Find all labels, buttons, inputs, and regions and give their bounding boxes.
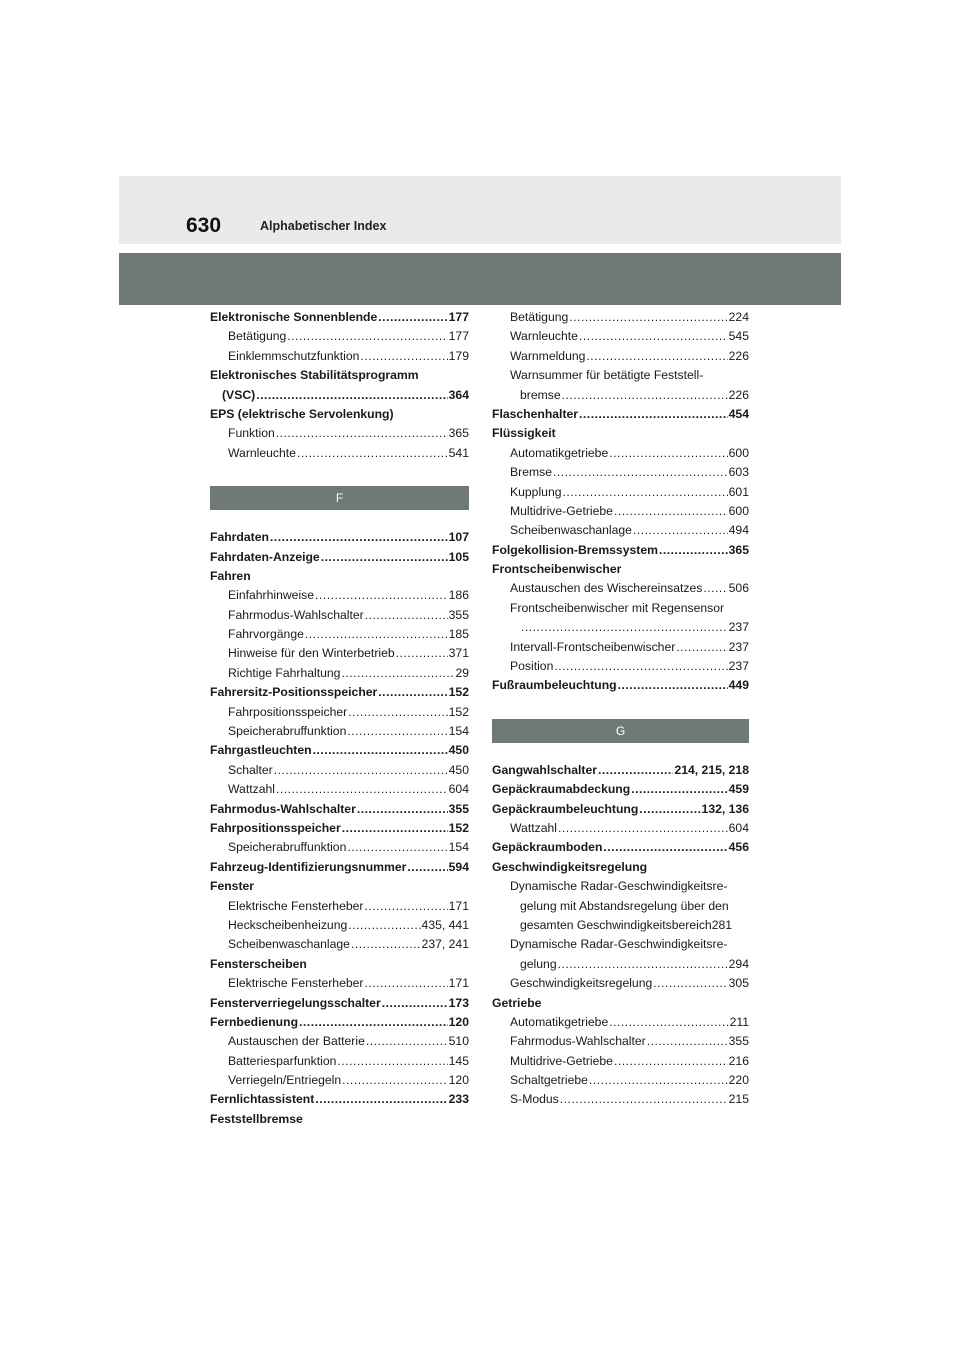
entry-label: Fahrmodus-Wahlschalter: [228, 607, 364, 622]
entry-label: Fensterscheiben: [210, 956, 307, 971]
entry-label: gelung: [520, 956, 557, 971]
page-reference[interactable]: 454: [728, 406, 749, 421]
leader-dots: [321, 548, 448, 567]
index-subentry[interactable]: [210, 761, 469, 780]
index-subentry[interactable]: [210, 1052, 469, 1071]
entry-label: Fernlichtassistent: [210, 1092, 315, 1107]
page-reference[interactable]: 364: [448, 387, 469, 402]
page-reference[interactable]: 132, 136: [701, 801, 749, 816]
index-subentry-continuation[interactable]: [492, 955, 749, 974]
entry-label: Fernbedienung: [210, 1014, 299, 1029]
leader-dots: [299, 1013, 448, 1032]
page-reference[interactable]: 355: [448, 607, 469, 622]
leader-dots: [614, 502, 728, 521]
page-reference[interactable]: 449: [728, 678, 749, 693]
index-entry-heading[interactable]: [492, 560, 749, 579]
index-entry[interactable]: [210, 994, 469, 1013]
page-reference[interactable]: 603: [728, 465, 749, 480]
leader-dots: [378, 683, 447, 702]
leader-dots: [609, 1013, 728, 1032]
leader-dots: [342, 819, 448, 838]
index-entry-heading[interactable]: [492, 994, 749, 1013]
index-entry-heading[interactable]: [210, 877, 469, 896]
entry-label: bremse: [520, 387, 561, 402]
page-reference[interactable]: 179: [448, 348, 469, 363]
leader-dots: [653, 974, 727, 993]
header-band: [119, 176, 841, 244]
leader-dots: [553, 463, 728, 482]
index-subentry[interactable]: [492, 1052, 749, 1071]
page-reference[interactable]: 459: [728, 782, 749, 797]
leader-dots: [382, 994, 448, 1013]
leader-dots: [347, 722, 447, 741]
leader-dots: [609, 444, 727, 463]
entry-label: Automatikgetriebe: [510, 1014, 609, 1029]
index-subentry[interactable]: [492, 974, 749, 993]
index-column-left: [210, 308, 469, 1129]
index-entry[interactable]: [492, 780, 749, 799]
index-subentry[interactable]: [210, 606, 469, 625]
page-reference[interactable]: 237: [728, 620, 749, 635]
page-number: 630: [186, 214, 222, 237]
leader-dots: [337, 1052, 447, 1071]
entry-label: Gepäckraumabdeckung: [492, 782, 631, 797]
left-block-2: [210, 528, 469, 1129]
page-reference[interactable]: 237, 241: [421, 937, 469, 952]
entry-label: Fahrvorgänge: [228, 627, 304, 642]
entry-label: Fußraumbeleuchtung: [492, 678, 617, 693]
page-reference[interactable]: 450: [448, 743, 469, 758]
index-entry[interactable]: [492, 761, 749, 780]
index-entry[interactable]: [210, 548, 469, 567]
entry-label: Betätigung: [228, 329, 287, 344]
index-subentry-continuation[interactable]: [492, 386, 749, 405]
page-reference[interactable]: 152: [448, 704, 469, 719]
entry-label: Gepäckraumboden: [492, 840, 603, 855]
right-block-2: [492, 761, 749, 1110]
leader-dots: [276, 424, 448, 443]
page-reference[interactable]: 600: [728, 445, 749, 460]
page-reference[interactable]: 506: [728, 581, 749, 596]
index-subentry[interactable]: [210, 444, 469, 463]
entry-label: Fenster: [210, 879, 255, 894]
entry-label: Warnleuchte: [228, 445, 296, 460]
index-entry-heading[interactable]: [210, 1110, 469, 1129]
entry-label: Elektrische Fensterheber: [228, 898, 364, 913]
leader-dots: [579, 405, 728, 424]
entry-label: Speicherabruffunktion: [228, 724, 347, 739]
entry-label: Flüssigkeit: [492, 426, 556, 441]
index-subentry[interactable]: [210, 916, 469, 935]
index-subentry[interactable]: [492, 521, 749, 540]
page-reference[interactable]: 237: [728, 639, 749, 654]
entry-label: Fahrzeug-Identifizierungsnummer: [210, 859, 407, 874]
leader-dots: [274, 761, 448, 780]
index-entry[interactable]: [492, 800, 749, 819]
leader-dots: [562, 386, 728, 405]
page-reference[interactable]: 173: [448, 995, 469, 1010]
page-reference[interactable]: 154: [448, 724, 469, 739]
entry-label: Frontscheibenwischer: [492, 562, 622, 577]
index-subentry[interactable]: [210, 625, 469, 644]
page-reference[interactable]: 105: [448, 549, 469, 564]
entry-label: Einfahrhinweise: [228, 588, 315, 603]
entry-label: Automatikgetriebe: [510, 445, 609, 460]
index-subentry[interactable]: [210, 1032, 469, 1051]
leader-dots: [586, 347, 727, 366]
leader-dots: [554, 657, 727, 676]
entry-label: Gepäckraumbeleuchtung: [492, 801, 639, 816]
entry-label: Getriebe: [492, 995, 542, 1010]
index-subentry[interactable]: [492, 347, 749, 366]
leader-dots: [614, 1052, 728, 1071]
page-reference[interactable]: 177: [448, 329, 469, 344]
leader-dots: [348, 916, 420, 935]
index-subentry[interactable]: [210, 644, 469, 663]
leader-dots: [360, 347, 447, 366]
page-reference[interactable]: 177: [448, 310, 469, 324]
page-reference[interactable]: 355: [728, 1034, 749, 1049]
index-entry[interactable]: [210, 819, 469, 838]
leader-dots: [357, 800, 448, 819]
index-entry[interactable]: [492, 676, 749, 695]
entry-label: Scheibenwaschanlage: [510, 523, 632, 538]
page-reference[interactable]: 305: [728, 976, 749, 991]
leader-dots: [276, 780, 448, 799]
leader-dots: [631, 780, 727, 799]
leader-dots: [287, 327, 447, 346]
entry-label: Fahrmodus-Wahlschalter: [210, 801, 356, 816]
index-subentry[interactable]: [492, 935, 749, 954]
index-subentry[interactable]: [210, 897, 469, 916]
entry-label: Scheibenwaschanlage: [228, 937, 350, 952]
leader-dots: [347, 838, 447, 857]
entry-label: Dynamische Radar-Geschwindigkeitsre-: [510, 937, 728, 952]
index-entry[interactable]: [210, 683, 469, 702]
letter-heading-f: F: [210, 486, 469, 510]
leader-dots: [558, 955, 728, 974]
index-subentry[interactable]: [492, 1090, 749, 1109]
page-reference[interactable]: 171: [448, 976, 469, 991]
index-subentry[interactable]: [210, 347, 469, 366]
page-reference[interactable]: 171: [448, 898, 469, 913]
index-subentry[interactable]: [492, 819, 749, 838]
entry-label: Fahrpositionsspeicher: [228, 704, 348, 719]
entry-label: Schalter: [228, 762, 273, 777]
page-reference[interactable]: 145: [448, 1053, 469, 1068]
entry-label: Warnmeldung: [510, 348, 586, 363]
entry-label: Austauschen der Batterie: [228, 1034, 365, 1049]
page-reference[interactable]: 365: [728, 542, 749, 557]
leader-dots: [676, 638, 727, 657]
entry-label: Heckscheibenheizung: [228, 917, 348, 932]
page-reference[interactable]: 294: [728, 956, 749, 971]
entry-label: Fahrersitz-Positionsspeicher: [210, 685, 378, 700]
entry-label: Frontscheibenwischer mit Regensensor: [510, 600, 725, 615]
index-subentry[interactable]: [492, 463, 749, 482]
entry-label: Richtige Fahrhaltung: [228, 665, 341, 680]
entry-label: Kupplung: [510, 484, 562, 499]
index-entry[interactable]: [210, 308, 469, 327]
entry-label: Folgekollision-Bremssystem: [492, 542, 658, 557]
entry-label: (VSC): [222, 387, 256, 402]
page-reference[interactable]: 435, 441: [421, 917, 469, 932]
leader-dots: [647, 1032, 728, 1051]
index-subentry-continuation[interactable]: [492, 916, 749, 935]
entry-label: Fahren: [210, 568, 251, 583]
page-reference[interactable]: 211: [729, 1014, 749, 1029]
leader-dots: [365, 606, 448, 625]
page-reference[interactable]: 120: [448, 1073, 469, 1088]
entry-label: Multidrive-Getriebe: [510, 503, 613, 518]
entry-label: Elektronische Sonnenblende: [210, 310, 378, 324]
section-title: Alphabetischer Index: [260, 219, 387, 233]
entry-label: Geschwindigkeitsregelung: [510, 976, 653, 991]
entry-label: Warnleuchte: [510, 329, 578, 344]
entry-label: Wattzahl: [228, 782, 275, 797]
entry-label: Feststellbremse: [210, 1111, 303, 1126]
entry-label: EPS (elektrische Servolenkung): [210, 406, 394, 421]
index-subentry[interactable]: [492, 366, 749, 385]
index-subentry[interactable]: [492, 483, 749, 502]
entry-label: Speicherabruffunktion: [228, 840, 347, 855]
page-reference[interactable]: 494: [728, 523, 749, 538]
page-reference[interactable]: 107: [448, 530, 469, 545]
page-reference[interactable]: 600: [728, 503, 749, 518]
index-subentry[interactable]: [210, 327, 469, 346]
page-reference[interactable]: 154: [448, 840, 469, 855]
page-reference[interactable]: 233: [448, 1092, 469, 1107]
page-reference[interactable]: 220: [728, 1073, 749, 1088]
index-subentry[interactable]: [210, 722, 469, 741]
index-subentry[interactable]: [492, 502, 749, 521]
leader-dots: [659, 541, 728, 560]
index-entry[interactable]: [492, 838, 749, 857]
index-entry[interactable]: [210, 1013, 469, 1032]
index-subentry[interactable]: [492, 657, 749, 676]
index-entry-continuation[interactable]: [210, 386, 469, 405]
leader-dots: [351, 935, 421, 954]
entry-label: Einklemmschutzfunktion: [228, 348, 360, 363]
leader-dots: [364, 897, 447, 916]
page-reference[interactable]: 594: [448, 859, 469, 874]
entry-label: Hinweise für den Winterbetrieb: [228, 646, 395, 661]
index-entry-heading[interactable]: [210, 366, 469, 385]
index-column-right: [492, 308, 749, 1110]
index-subentry[interactable]: [492, 327, 749, 346]
page-reference[interactable]: 224: [728, 310, 749, 324]
index-subentry[interactable]: [210, 838, 469, 857]
index-subentry[interactable]: [492, 444, 749, 463]
entry-label: Fahrgastleuchten: [210, 743, 312, 758]
entry-label: Fensterverriegelungsschalter: [210, 995, 381, 1010]
index-entry[interactable]: [210, 858, 469, 877]
entry-label: Dynamische Radar-Geschwindigkeitsre-: [510, 879, 728, 894]
entry-label: Elektronisches Stabilitätsprogramm: [210, 368, 419, 383]
entry-label: Intervall-Frontscheibenwischer: [510, 639, 676, 654]
leader-dots: [598, 761, 673, 780]
index-subentry[interactable]: [492, 1032, 749, 1051]
leader-dots: [313, 741, 448, 760]
index-subentry[interactable]: [492, 308, 749, 327]
entry-label: Fahrdaten-Anzeige: [210, 549, 320, 564]
leader-dots: [579, 327, 728, 346]
page-reference[interactable]: 120: [448, 1014, 469, 1029]
page-reference[interactable]: 216: [728, 1053, 749, 1068]
leader-dots: [305, 625, 448, 644]
entry-label: S-Modus: [510, 1092, 559, 1107]
entry-label: Gangwahlschalter: [492, 762, 597, 777]
entry-label: Warnsummer für betätigte Feststell-: [510, 368, 704, 383]
left-block-1: [210, 308, 469, 463]
leader-dots: [521, 618, 728, 637]
page-reference[interactable]: 541: [448, 445, 469, 460]
leader-dots: [378, 308, 447, 327]
right-block-1: [492, 308, 749, 696]
index-subentry[interactable]: [210, 424, 469, 443]
entry-label: Elektrische Fensterheber: [228, 976, 364, 991]
entry-label: Fahrpositionsspeicher: [210, 820, 341, 835]
page-reference[interactable]: 186: [448, 588, 469, 603]
index-subentry[interactable]: [492, 599, 749, 618]
entry-label: gelung mit Abstandsregelung über den: [520, 898, 729, 913]
page-reference[interactable]: 152: [448, 685, 469, 700]
page-reference[interactable]: 510: [448, 1034, 469, 1049]
entry-label: Flaschenhalter: [492, 406, 579, 421]
index-subentry[interactable]: [210, 974, 469, 993]
leader-dots: [603, 838, 727, 857]
page-reference[interactable]: 215: [728, 1092, 749, 1107]
index-entry[interactable]: [492, 541, 749, 560]
page-reference[interactable]: 450: [448, 762, 469, 777]
entry-label: Wattzahl: [510, 820, 557, 835]
entry-label: Fahrmodus-Wahlschalter: [510, 1034, 646, 1049]
page-reference[interactable]: 226: [728, 348, 749, 363]
page-reference[interactable]: 226: [728, 387, 749, 402]
entry-label: Betätigung: [510, 310, 569, 324]
index-entry[interactable]: [210, 741, 469, 760]
entry-label: Schaltgetriebe: [510, 1073, 588, 1088]
index-subentry[interactable]: [492, 579, 749, 598]
index-subentry[interactable]: [210, 586, 469, 605]
leader-dots: [366, 1032, 448, 1051]
index-subentry-continuation[interactable]: [492, 897, 749, 916]
page-reference[interactable]: 29: [455, 665, 469, 680]
index-entry-heading[interactable]: [492, 424, 749, 443]
leader-dots: [639, 800, 700, 819]
page-reference[interactable]: 456: [728, 840, 749, 855]
leader-dots: [341, 664, 454, 683]
index-entry-heading[interactable]: [210, 567, 469, 586]
entry-label: Fahrdaten: [210, 530, 269, 545]
page-reference[interactable]: 185: [448, 627, 469, 642]
entry-label: Austauschen des Wischereinsatzes: [510, 581, 703, 596]
leader-dots: [563, 483, 728, 502]
leader-dots: [703, 579, 727, 598]
index-subentry[interactable]: [492, 638, 749, 657]
index-subentry[interactable]: [210, 664, 469, 683]
index-entry[interactable]: [210, 800, 469, 819]
index-entry[interactable]: [210, 528, 469, 547]
leader-dots: [560, 1090, 728, 1109]
letter-heading-g: G: [492, 719, 749, 743]
page-reference[interactable]: 365: [448, 426, 469, 441]
index-subentry[interactable]: [492, 877, 749, 896]
index-subentry[interactable]: [492, 1013, 749, 1032]
leader-dots: [270, 528, 448, 547]
leader-dots: [407, 858, 447, 877]
leader-dots: [342, 1071, 448, 1090]
page-reference[interactable]: 604: [448, 782, 469, 797]
index-subentry[interactable]: [210, 935, 469, 954]
page-reference[interactable]: 604: [728, 820, 749, 835]
page-reference[interactable]: 237: [728, 659, 749, 674]
index-subentry[interactable]: [492, 1071, 749, 1090]
leader-dots: [589, 1071, 728, 1090]
leader-dots: [256, 386, 447, 405]
page-reference[interactable]: 371: [448, 646, 469, 661]
entry-label: Multidrive-Getriebe: [510, 1053, 613, 1068]
leader-dots: [315, 586, 448, 605]
index-subentry[interactable]: [210, 780, 469, 799]
entry-label: Funktion: [228, 426, 275, 441]
page-reference[interactable]: 355: [448, 801, 469, 816]
entry-label: gesamten Geschwindigkeitsbereich281: [520, 917, 733, 932]
entry-label: Geschwindigkeitsregelung: [492, 859, 648, 874]
leader-dots: [633, 521, 728, 540]
page-reference[interactable]: 214, 215, 218: [674, 762, 749, 777]
page-reference[interactable]: 545: [728, 329, 749, 344]
leader-dots: [569, 308, 727, 327]
index-entry[interactable]: [492, 405, 749, 424]
index-subentry-continuation[interactable]: [492, 618, 749, 637]
index-subentry[interactable]: [210, 1071, 469, 1090]
leader-dots: [558, 819, 728, 838]
entry-label: Verriegeln/Entriegeln: [228, 1073, 342, 1088]
leader-dots: [348, 703, 447, 722]
leader-dots: [618, 676, 728, 695]
entry-label: Bremse: [510, 465, 552, 480]
header-bar: [119, 253, 841, 305]
index-subentry[interactable]: [210, 703, 469, 722]
index-entry-heading[interactable]: [210, 955, 469, 974]
leader-dots: [297, 444, 448, 463]
entry-label: Position: [510, 659, 554, 674]
index-entry[interactable]: [210, 1090, 469, 1109]
page-reference[interactable]: 601: [728, 484, 749, 499]
entry-label: Batteriesparfunktion: [228, 1053, 337, 1068]
leader-dots: [396, 644, 448, 663]
leader-dots: [315, 1090, 447, 1109]
index-entry-heading[interactable]: [210, 405, 469, 424]
leader-dots: [364, 974, 447, 993]
page-reference[interactable]: 152: [448, 820, 469, 835]
index-entry-heading[interactable]: [492, 858, 749, 877]
